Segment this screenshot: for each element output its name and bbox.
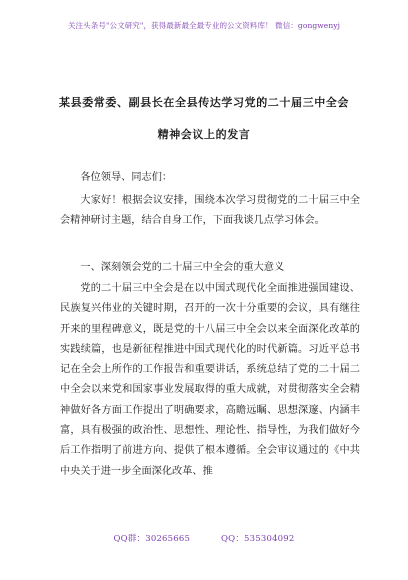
document-title-line1: 某县委常委、副县长在全县传达学习党的二十届三中全会 [59, 96, 349, 109]
document-title-line2: 精神会议上的发言 [157, 128, 251, 141]
section-heading-1: 一、深刻领会党的二十届三中全会的重大意义 [80, 262, 285, 273]
footer-contact [0, 532, 408, 544]
paragraph-1: 大家好！根据会议安排，围绕本次学习贯彻党的二十届三中全会精神研讨主题，结合自身工作，下面我谈几点学习体会。 [60, 195, 360, 227]
paragraph-2: 党的二十届三中全会是在以中国式现代化全面推进强国建设、民族复兴伟业的关键时期，召开的一次十分重要的会议，具有继往开来的里程碑意义，既是党的十八届三中全会以来全面深化改革的实践续篇，也是新征程推进中国式现代化的时代新篇。习近平总书记在全会上所作的工作报告和重要讲话，系统总结了党的二十届二中全会以来党和国家事业发展取得的重大成就，对贯彻落实全会精神做好各方面工作提出了明确要求，高瞻远瞩、思想深邃、内涵丰富，具有极强的政治性、思想性、理论性、指导性，为我们做好今后工作指明了前进方向、提供了根本遵循。全会审议通过的《中共中央关于进一步全面深化改革、推 [60, 283, 360, 477]
salutation: 各位领导、同志们： [80, 172, 173, 183]
footer-qq-group: QQ群：30265665 [113, 534, 191, 544]
footer-qq: QQ：535304092 [221, 534, 295, 544]
header-banner: 关注头条号"公文研究"，获得最新最全最专业的公文资料库！ 微信：gongwenyj [67, 21, 341, 30]
